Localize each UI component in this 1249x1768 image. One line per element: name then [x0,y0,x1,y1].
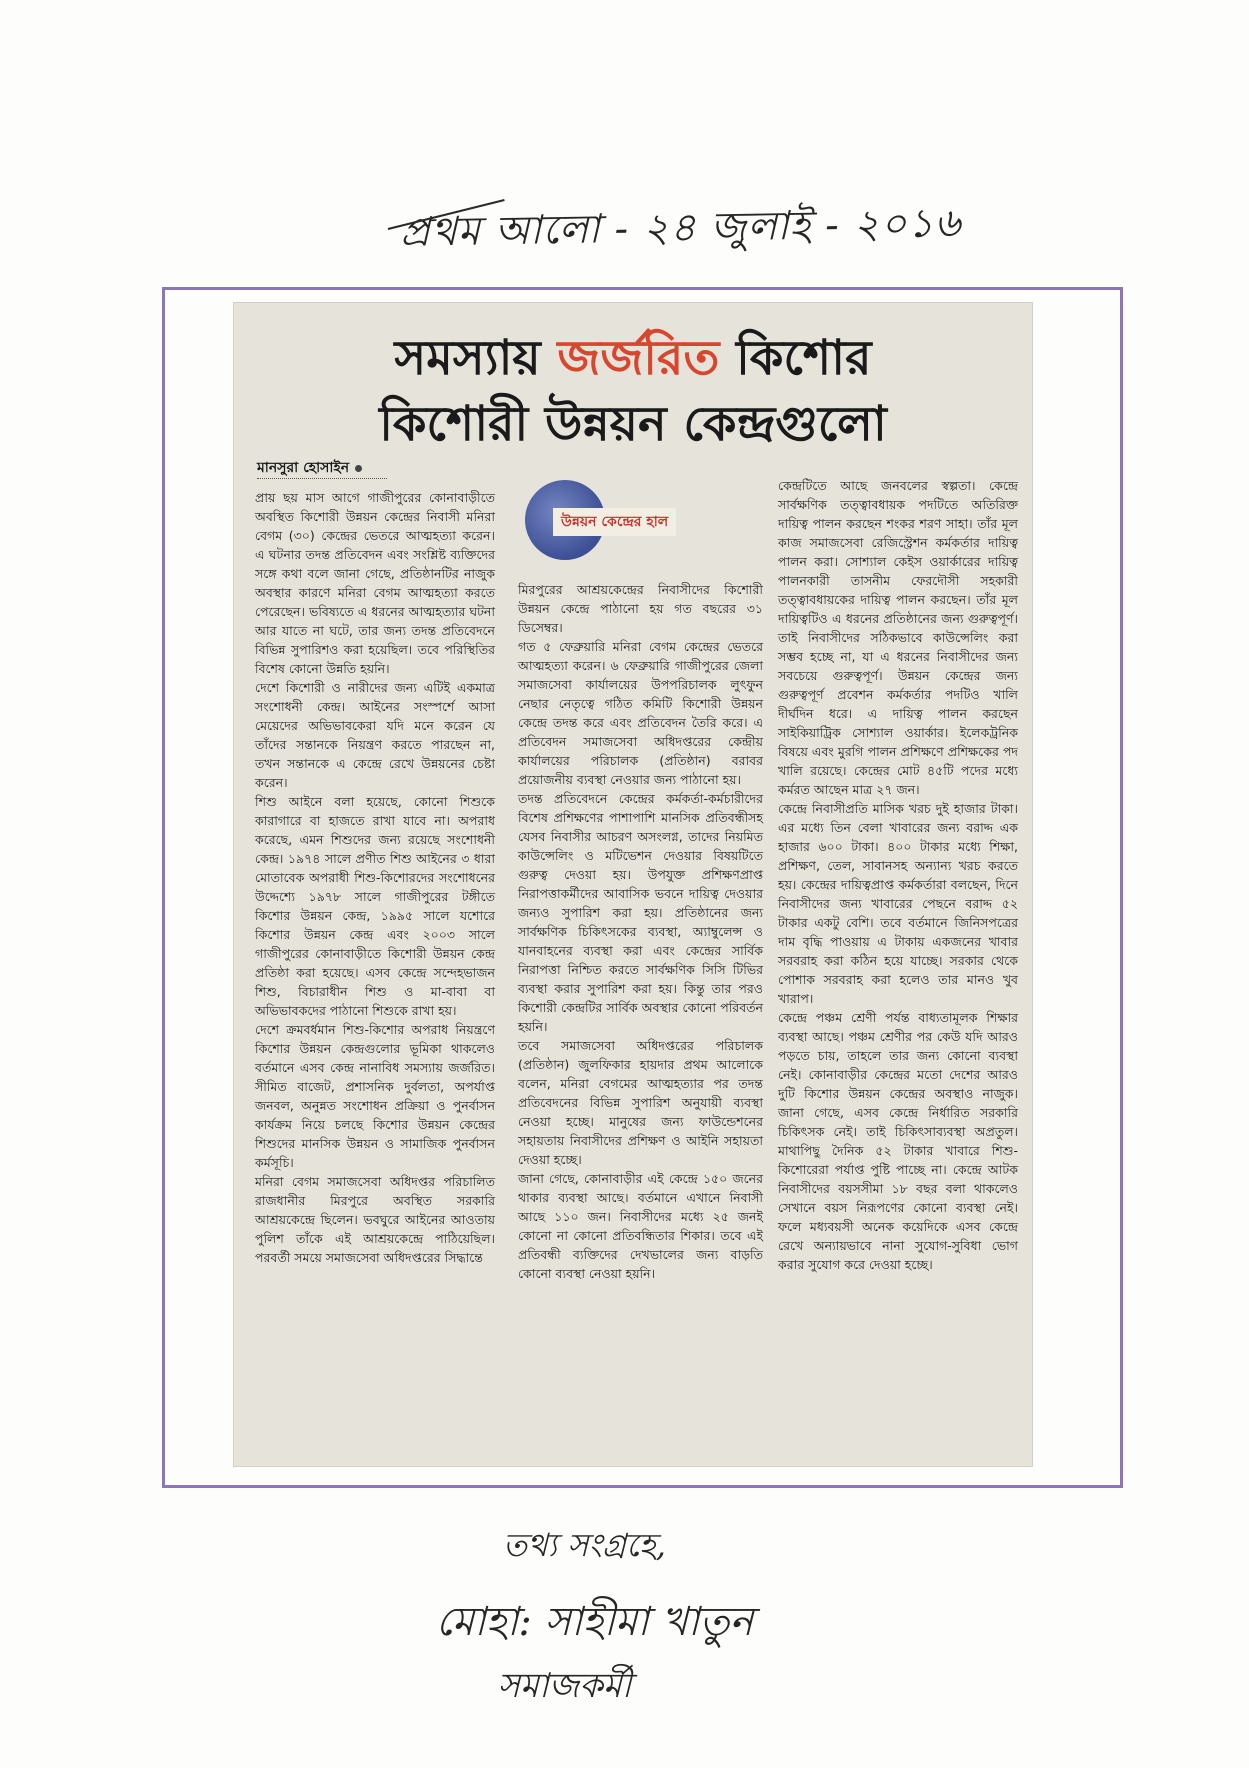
paragraph: প্রায় ছয় মাস আগে গাজীপুরের কোনাবাড়ীতে অবস্থিত কিশোরী উন্নয়ন কেন্দ্রের নিবাসী মনিরা বেগম (৩০) কেন্দ্রের ভেতরে আত্মহত্যা করেন। এ ঘটনার তদন্ত প্রতিবেদন এবং সংশ্লিষ্ট ব্যক্তিদের সঙ্গে কথা বলে জানা গেছে, প্রতিষ্ঠানটির নাজুক অবস্থার কারণে মনিরা বেগম আত্মহত্যা করতে পেরেছেন। ভবিষ্যতে এ ধরনের আত্মহত্যার ঘটনা আর যাতে না ঘটে, তার জন্য তদন্ত প্রতিবেদনে বিভিন্ন সুপারিশও করা হয়েছিল। তবে পরিস্থিতির বিশেষ কোনো উন্নতি হয়নি। [255,490,495,676]
article-column-3 [778,476,1018,1274]
paragraph: মিরপুরের আশ্রয়কেন্দ্রের নিবাসীদের কিশোরী উন্নয়ন কেন্দ্রে পাঠানো হয় গত বছরের ৩১ ডিসেম্বর। [518,582,763,635]
badge-label: উন্নয়ন কেন্দ্রের হাল [553,508,676,536]
byline [257,456,362,480]
paragraph: জানা গেছে, কোনাবাড়ীর এই কেন্দ্রে ১৫০ জনের থাকার ব্যবস্থা আছে। বর্তমানে এখানে নিবাসী আছে ১১০ জন। নিবাসীদের মধ্যে ২৫ জনই কোনো না কোনো প্রতিবন্ধিতার শিকার। তবে এই প্রতিবন্ধী ব্যক্তিদের দেখভালের জন্য বাড়তি কোনো ব্যবস্থা নেওয়া হয়নি। [518,1171,763,1281]
byline-rule [257,478,387,479]
signature-name: মোহা: সাহীমা খাতুন [435,1599,754,1645]
article-column-1 [255,488,495,1267]
paragraph: তবে সমাজসেবা অধিদপ্তরের পরিচালক (প্রতিষ্ঠান) জুলফিকার হায়দার প্রথম আলোকে বলেন, মনিরা বেগমের আত্মহত্যার পর তদন্ত প্রতিবেদনের বিভিন্ন সুপারিশ অনুযায়ী ব্যবস্থা নেওয়া হচ্ছে। মানুষের জন্য ফাউন্ডেশনের সহায়তায় নিবাসীদের প্রশিক্ষণ ও আইনি সহায়তা দেওয়া হচ্ছে। [518,1038,763,1167]
byline-author: মানসুরা হোসাইন [257,460,350,476]
section-badge [525,480,725,560]
paragraph: তদন্ত প্রতিবেদনে কেন্দ্রের কর্মকর্তা-কর্মচারীদের বিশেষ প্রশিক্ষণের পাশাপাশি মানসিক প্রতিবন্ধীসহ যেসব নিবাসীর আচরণ অসংলগ্ন, তাদের নিয়মিত কাউন্সেলিং ও মটিভেশন দেওয়ার বিষয়টিতে গুরুত্ব দেওয়া হয়। উপযুক্ত প্রশিক্ষণপ্রাপ্ত নিরাপত্তাকর্মীদের আবাসিক ভবনে দায়িত্ব দেওয়ার জন্যও সুপারিশ করা হয়। প্রতিষ্ঠানের জন্য সার্বক্ষণিক চিকিৎসকের ব্যবস্থা, অ্যাম্বুলেন্স ও যানবাহনের ব্যবস্থা করা এবং কেন্দ্রের সার্বিক নিরাপত্তা নিশ্চিত করতে সার্বক্ষণিক সিসি টিভির ব্যবস্থা করার সুপারিশ করা হয়। কিন্তু তার পরও কিশোরী কেন্দ্রটির সার্বিক অবস্থার কোনো পরিবর্তন হয়নি। [518,791,763,1034]
headline-part-2: কিশোর [719,330,872,386]
headline-accent: জর্জরিত [557,330,720,386]
handwritten-source-note: প্রথম আলো - ২৪ জুলাই - ২০১৬ [399,200,962,256]
paragraph: গত ৫ ফেব্রুয়ারি মনিরা বেগম কেন্দ্রের ভেতরে আত্মহত্যা করেন। ৬ ফেব্রুয়ারি গাজীপুরের জেলা সমাজসেবা কার্যালয়ের উপপরিচালক লুৎফুন নেছার নেতৃত্বে গঠিত কমিটি কিশোরী উন্নয়ন কেন্দ্রে তদন্ত করে এবং প্রতিবেদন তৈরি করে। এ প্রতিবেদন সমাজসেবা অধিদপ্তরের কেন্দ্রীয় কার্যালয়ের পরিচালক (প্রতিষ্ঠান) বরাবর প্রয়োজনীয় ব্যবস্থা নেওয়ার জন্য পাঠানো হয়। [518,639,763,787]
paragraph: দেশে কিশোরী ও নারীদের জন্য এটিই একমাত্র সংশোধনী কেন্দ্র। আইনের সংস্পর্শে আসা মেয়েদের অভিভাবকেরা যদি মনে করেন যে তাঁদের সন্তানকে নিয়ন্ত্রণ করতে পারছেন না, তখন সন্তানকে এ কেন্দ্রে রেখে উন্নয়নের চেষ্টা করেন। [255,680,495,790]
paragraph: কেন্দ্রে নিবাসীপ্রতি মাসিক খরচ দুই হাজার টাকা। এর মধ্যে তিন বেলা খাবারের জন্য বরাদ্দ এক হাজার ৬০০ টাকা। ৪০০ টাকার মধ্যে শিক্ষা, প্রশিক্ষণ, তেল, সাবানসহ অন্যান্য খরচ করতে হয়। কেন্দ্রের দায়িত্বপ্রাপ্ত কর্মকর্তারা বলছেন, দিনে নিবাসীদের জন্য খাবারের পেছনে বরাদ্দ ৫২ টাকার একটু বেশি। তবে বর্তমানে জিনিসপত্রের দাম বৃদ্ধি পাওয়ায় এ টাকায় একজনের খাবার সরবরাহ করা কঠিন হয়ে যাচ্ছে। সরকার থেকে পোশাক সরবরাহ করা হলেও তার মানও খুব খারাপ। [778,801,1018,1006]
paragraph: কেন্দ্রটিতে আছে জনবলের স্বল্পতা। কেন্দ্রে সার্বক্ষণিক তত্ত্বাবধায়ক পদটিতে অতিরিক্ত দায়িত্ব পালন করছেন শংকর শরণ সাহা। তাঁর মূল কাজ সমাজসেবা রেজিস্ট্রেশন কর্মকর্তার দায়িত্ব পালন করা। সোশ্যাল কেইস ওয়ার্কারের দায়িত্ব পালনকারী তাসনীম ফেরদৌসী সহকারী তত্ত্বাবধায়কের দায়িত্ব পালন করছেন। তাঁর মূল দায়িত্বটিও এ ধরনের প্রতিষ্ঠানের জন্য গুরুত্বপূর্ণ। তাই নিবাসীদের সঠিকভাবে কাউন্সেলিং করা সম্ভব হচ্ছে না, যা এ ধরনের নিবাসীদের জন্য সবচেয়ে গুরুত্বপূর্ণ। উন্নয়ন কেন্দ্রের জন্য গুরুত্বপূর্ণ প্রবেশন কর্মকর্তার পদটিও খালি দীর্ঘদিন ধরে। এ দায়িত্ব পালন করছেন সাইকিয়াট্রিক সোশ্যাল ওয়ার্কার। ইলেকট্রনিক বিষয়ে এবং মুরগি পালন প্রশিক্ষণে প্রশিক্ষকের পদ খালি রয়েছে। কেন্দ্রের মোট ৪৫টি পদের মধ্যে কর্মরত আছেন মাত্র ২৭ জন। [778,478,1018,797]
article-column-2 [518,580,763,1283]
signature-title: সমাজকর্মী [497,1666,632,1706]
signature-collected-by: তথ্য সংগ্রহে, [503,1526,666,1564]
headline-line-2: কিশোরী উন্নয়ন কেন্দ্রগুলো [379,396,887,452]
paragraph: কেন্দ্রে পঞ্চম শ্রেণী পর্যন্ত বাধ্যতামূলক শিক্ষার ব্যবস্থা আছে। পঞ্চম শ্রেণীর পর কেউ যদি আরও পড়তে চায়, তাহলে তার জন্য কোনো ব্যবস্থা নেই। কোনাবাড়ীর কেন্দ্রের মতো দেশের আরও দুটি কিশোর উন্নয়ন কেন্দ্রের অবস্থাও নাজুক। জানা গেছে, এসব কেন্দ্রে নির্ধারিত সরকারি চিকিৎসক নেই। তাই চিকিৎসাব্যবস্থা অপ্রতুল। মাথাপিছু দৈনিক ৫২ টাকার খাবারে শিশু-কিশোরেরা পর্যাপ্ত পুষ্টি পাচ্ছে না। কেন্দ্রে আটক নিবাসীদের বয়সসীমা ১৮ বছর বলা থাকলেও সেখানে বয়স নিরূপণের কোনো ব্যবস্থা নেই। ফলে মধ্যবয়সী অনেক কয়েদিকে এসব কেন্দ্রে রেখে অন্যায়ভাবে নানা সুযোগ-সুবিধা ভোগ করার সুযোগ করে দেওয়া হচ্ছে। [778,1010,1018,1272]
paragraph: মনিরা বেগম সমাজসেবা অধিদপ্তর পরিচালিত রাজধানীর মিরপুরে অবস্থিত সরকারি আশ্রয়কেন্দ্রে ছিলেন। ভবঘুরে আইনের আওতায় পুলিশ তাঁকে এই আশ্রয়কেন্দ্রে পাঠিয়েছিল। পরবর্তী সময়ে সমাজসেবা অধিদপ্তরের সিদ্ধান্তে [255,1174,495,1265]
paragraph: দেশে ক্রমবর্ধমান শিশু-কিশোর অপরাধ নিয়ন্ত্রণে কিশোর উন্নয়ন কেন্দ্রগুলোর ভূমিকা থাকলেও বর্তমানে এসব কেন্দ্র নানাবিধ সমস্যায় জর্জরিত। সীমিত বাজেট, প্রশাসনিক দুর্বলতা, অপর্যাপ্ত জনবল, অনুন্নত সংশোধন প্রক্রিয়া ও পুনর্বাসন কার্যক্রম নিয়ে চলছে কিশোর উন্নয়ন কেন্দ্রের শিশুদের মানসিক উন্নয়ন ও সামাজিক পুনর্বাসন কর্মসূচি। [255,1022,495,1170]
byline-dot-icon [355,465,362,472]
newspaper-clipping [233,302,1033,1467]
paragraph: শিশু আইনে বলা হয়েছে, কোনো শিশুকে কারাগারে বা হাজতে রাখা যাবে না। অপরাধ করেছে, এমন শিশুদের জন্য রয়েছে সংশোধনী কেন্দ্র। ১৯৭৪ সালে প্রণীত শিশু আইনের ৩ ধারা মোতাবেক অপরাধী শিশু-কিশোরদের সংশোধনের উদ্দেশ্যে ১৯৭৮ সালে গাজীপুরের টঙ্গীতে কিশোর উন্নয়ন কেন্দ্র, ১৯৯৫ সালে যশোরে কিশোর উন্নয়ন কেন্দ্র এবং ২০০৩ সালে গাজীপুরের কোনাবাড়ীতে কিশোরী উন্নয়ন কেন্দ্র প্রতিষ্ঠা করা হয়েছে। এসব কেন্দ্রে সন্দেহভাজন শিশু, বিচারাধীন শিশু ও মা-বাবা বা অভিভাবকদের পাঠানো শিশুকে রাখা হয়। [255,794,495,1018]
headline-part-1: সমস্যায় [394,330,558,386]
